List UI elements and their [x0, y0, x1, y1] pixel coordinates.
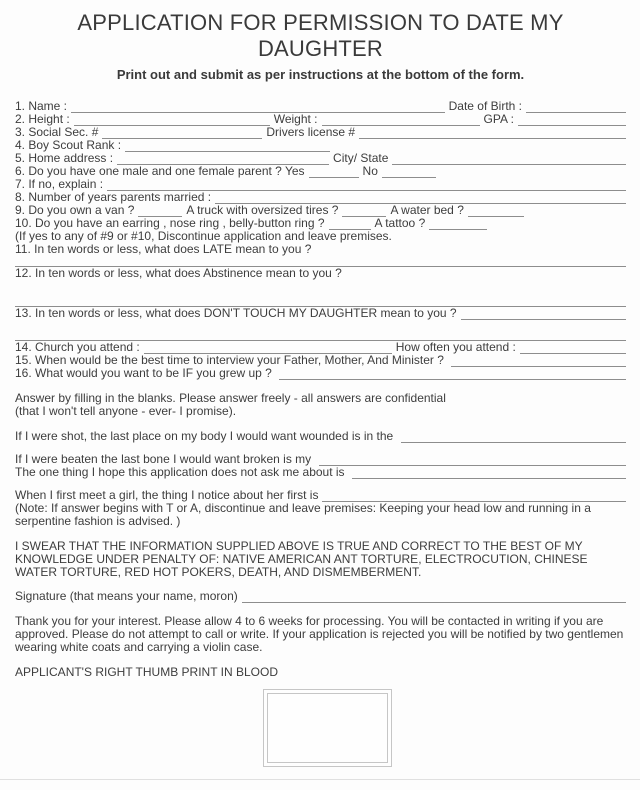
field-row-signature — [15, 590, 626, 603]
field-row-dont-touch — [15, 307, 626, 320]
weight-label: Weight : — [273, 112, 318, 126]
field-row-late — [15, 243, 626, 256]
earring-label: 10. Do you have an earring , nose ring , belly-button ring ? — [15, 216, 325, 230]
truck-label: A truck with oversized tires ? — [186, 203, 339, 217]
city-state-label: City/ State — [333, 151, 389, 165]
answer-instructions — [15, 392, 626, 418]
field-row-name — [15, 100, 626, 113]
parents-question-label: 6. Do you have one male and one female parent ? Yes — [15, 164, 305, 178]
one-thing-blank — [352, 467, 626, 479]
beaten-label: If I were beaten the last bone I would want broken is my — [15, 452, 315, 466]
waterbed-label: A water bed ? — [390, 203, 464, 217]
explain-label: 7. If no, explain : — [15, 177, 104, 191]
parents-no-label: No — [362, 164, 378, 178]
drivers-license-blank — [359, 127, 626, 139]
late-question-label: 11. In ten words or less, what does LATE mean to you ? — [15, 242, 312, 256]
boy-scout-rank-label: 4. Boy Scout Rank : — [15, 138, 122, 152]
home-address-label: 5. Home address : — [15, 151, 114, 165]
page-subtitle: Print out and submit as per instructions at the bottom of the form. — [116, 67, 525, 82]
date-of-birth-label: Date of Birth : — [448, 99, 522, 113]
page-title — [45, 10, 596, 62]
tattoo-blank — [429, 218, 487, 230]
drivers-license-label: Drivers license # — [266, 125, 356, 139]
interview-label: 15. When would be the best time to interview your Father, Mother, And Minister ? — [15, 353, 448, 367]
oath-paragraph: I SWEAR THAT THE INFORMATION SUPPLIED ABOVE IS TRUE AND CORRECT TO THE BEST OF MY KNOWLEDGE UNDER PENALTY OF: NATIVE AMERICAN ANT TORTURE, ELECTROCUTION, CHINESE WATER TORTURE, RED HOT POKERS, DEATH, AND DISMEMBERMENT. — [15, 539, 588, 579]
dont-touch-question-label: 13. In ten words or less, what does DON'T TOUCH MY DAUGHTER mean to you ? — [15, 306, 457, 320]
ssn-blank — [102, 127, 262, 139]
signature-blank — [242, 591, 626, 603]
grew-up-blank — [279, 368, 626, 380]
abstinence-question-label: 12. In ten words or less, what does Abstinence mean to you ? — [15, 266, 342, 280]
one-thing-label: The one thing I hope this application does not ask me about is — [15, 465, 348, 479]
attend-often-label: How often you attend : — [395, 340, 516, 354]
field-row-parents — [15, 165, 626, 178]
name-label: 1. Name : — [15, 99, 68, 113]
city-state-blank — [392, 153, 626, 165]
grew-up-label: 16. What would you want to be IF you grew up ? — [15, 366, 276, 380]
first-meet-note: (Note: If answer begins with T or A, discontinue and leave premises: Keeping your head low and running in a serpentine fashion is advised. ) — [15, 501, 591, 528]
date-of-birth-blank — [526, 101, 626, 113]
boy-scout-rank-blank — [125, 140, 330, 152]
field-row-shot — [15, 430, 626, 443]
height-label: 2. Height : — [15, 112, 70, 126]
parents-no-blank — [382, 166, 436, 178]
attend-often-blank — [520, 342, 626, 354]
tattoo-label: A tattoo ? — [374, 216, 426, 230]
answer-instructions-line1: Answer by filling in the blanks. Please answer freely - all answers are confidential — [15, 391, 446, 405]
ssn-label: 3. Social Sec. # — [15, 125, 99, 139]
years-married-label: 8. Number of years parents married : — [15, 190, 212, 204]
note-9-10-text: (If yes to any of #9 or #10, Discontinue application and leave premises. — [15, 229, 392, 243]
van-label: 9. Do you own a van ? — [15, 203, 135, 217]
dont-touch-blank — [461, 308, 626, 320]
answer-instructions-line2: (that I won't tell anyone - ever- I promise). — [15, 404, 237, 418]
beaten-blank — [319, 454, 627, 466]
page-title-line2: DAUGHTER — [257, 36, 384, 61]
shot-label: If I were shot, the last place on my body I would want wounded is in the — [15, 429, 397, 443]
interview-blank — [451, 355, 626, 367]
field-row-grew-up — [15, 367, 626, 380]
gpa-blank — [518, 114, 626, 126]
bottom-divider — [0, 779, 640, 780]
signature-label: Signature (that means your name, moron) — [15, 589, 238, 603]
thumb-print-box-inner — [267, 693, 388, 763]
thumb-print-label: APPLICANT'S RIGHT THUMB PRINT IN BLOOD — [15, 665, 279, 679]
waterbed-blank — [468, 205, 524, 217]
height-blank — [74, 114, 270, 126]
page-title-line1: APPLICATION FOR PERMISSION TO DATE MY — [77, 10, 564, 35]
field-row-abstinence — [15, 267, 626, 280]
thumb-print-box — [263, 689, 392, 767]
shot-blank — [401, 431, 626, 443]
name-blank — [71, 101, 445, 113]
field-row-one-thing — [15, 466, 626, 479]
first-meet-label: When I first meet a girl, the thing I notice about her first is — [15, 488, 319, 502]
parents-yes-blank — [309, 166, 359, 178]
closing-paragraph: Thank you for your interest. Please allow 4 to 6 weeks for processing. You will be contacted in writing if you are approved. Please do not attempt to call or write. If your application is rejected you will be notified by two gentlemen wearing white coats and carrying a violin case. — [15, 614, 624, 654]
gpa-label: GPA : — [483, 112, 514, 126]
church-label: 14. Church you attend : — [15, 340, 140, 354]
application-form — [15, 100, 626, 767]
